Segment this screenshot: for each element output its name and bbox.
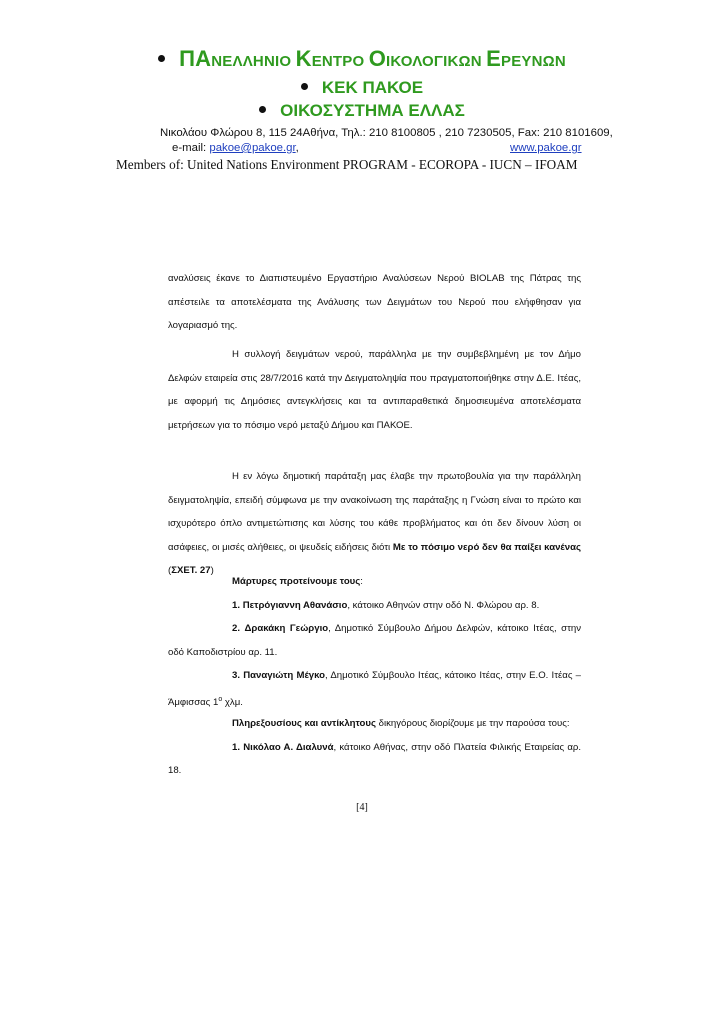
witness-details-end: χλμ. xyxy=(222,696,243,708)
paragraph-2-text: Η συλλογή δειγμάτων νερού, παράλληλα με την συμβεβλημένη με τον Δήμο Δελφών εταιρεία στις 28/7/2016 κατά την Δειγματοληψία που πραγματοποιήθηκε στην Δ.Ε. Ιτέας, με αφορμή τις Δημόσιες αντεγκλήσεις και τα αντιπαραθετικά δημοσιευμένα αποτελέσματα μετρήσεων για το πόσιμο νερό μεταξύ Δήμου και ΠΑΚΟΕ. xyxy=(168,349,581,431)
lawyers-heading xyxy=(168,712,581,736)
bullet-icon xyxy=(158,55,165,62)
witness-name: Πετρόγιαννη Αθανάσιο xyxy=(242,599,348,611)
paragraph-3 xyxy=(168,465,581,583)
org-name-part: ΕΝΤΡΟ xyxy=(311,53,369,70)
paragraph-1 xyxy=(168,267,581,338)
org-name-part: ΡΕΥΝΩΝ xyxy=(501,53,566,70)
witness-item xyxy=(168,617,581,664)
witness-heading-colon: : xyxy=(360,576,363,587)
witness-number: 2. xyxy=(232,623,241,634)
witness-number: 1. xyxy=(232,599,241,611)
website-link[interactable]: www.pakoe.gr xyxy=(510,142,582,154)
org-short-name: ΚΕΚ ΠΑΚΟΕ xyxy=(321,78,424,97)
org-name-part: ΙΚΟΛΟΓΙΚΩΝ xyxy=(386,53,487,70)
witness-name: Δρακάκη Γεώργιο xyxy=(244,623,329,634)
lawyer-name: Νικόλαο Α. Διαλυνά xyxy=(243,741,334,753)
email-suffix: , xyxy=(295,142,299,154)
witness-name: Παναγιώτη Μέγκο xyxy=(243,670,326,681)
website-line xyxy=(510,142,591,154)
paragraph-3-text xyxy=(168,465,581,583)
bullet-icon xyxy=(301,83,308,90)
lawyers-section xyxy=(168,712,581,783)
page-number: [4] xyxy=(356,802,368,813)
org-ecosystem-name: ΟΙΚΟΣΥΣΤΗΜΑ ΕΛΛΑΣ xyxy=(280,101,465,120)
email-line xyxy=(172,142,299,154)
address-line: Νικολάου Φλώρου 8, 115 24Αθήνα, Τηλ.: 210 8100805 , 210 7230505, Fax: 210 8101609, xyxy=(160,127,613,139)
witness-item xyxy=(168,594,581,618)
members-line: Members of: United Nations Environment PROGRAM - ECOROPA - IUCN – IFOAM xyxy=(116,157,578,172)
org-name-part: ΝΕΛΛΗΝΙΟ xyxy=(211,53,296,70)
paragraph-3-emphasis: Με το πόσιμο νερό δεν θα παίξει κανένας xyxy=(392,541,581,553)
org-name-part: Ο xyxy=(368,46,387,71)
lawyer-details: , κάτοικο Αθήνας, στην οδό Πλατεία Φιλικής Εταιρείας αρ. 18. xyxy=(168,741,581,776)
witness-superscript: ο xyxy=(218,695,223,703)
paragraph-3-body: Η εν λόγω δημοτική παράταξη μας έλαβε την πρωτοβουλία για την παράλληλη δειγματοληψία, επειδή σύμφωνα με την ανακοίνωση της παράταξης η Γνώση είναι το πρώτο και ισχυρότερο όπλο αντιμετώπισης και λύσης του κάθε προβλήματος και ότι δεν δίνουν λύση οι ασάφειες, οι μισές αλήθειες, οι ψευδείς ειδήσεις διότι xyxy=(168,471,581,553)
org-name-part: Κ xyxy=(295,46,312,71)
witness-number: 3. xyxy=(232,670,241,681)
email-link[interactable]: pakoe@pakoe.gr xyxy=(209,142,296,154)
org-full-name xyxy=(179,46,566,71)
org-ecosystem-line xyxy=(0,101,724,121)
witness-section xyxy=(168,570,581,714)
witness-heading xyxy=(168,570,581,594)
org-name-line xyxy=(0,46,724,72)
witness-item xyxy=(168,664,581,714)
witness-details: , Δημοτικό Σύμβουλο Δήμου Δελφών, κάτοικο Ιτέας, στην οδό Καποδιστρίου αρ. 11. xyxy=(168,623,581,658)
witness-heading-text: Μάρτυρες προτείνουμε τους xyxy=(232,576,361,587)
lawyer-item xyxy=(168,736,581,783)
org-name-part: ΠΑ xyxy=(179,46,212,71)
paragraph-3-paren-open: ( xyxy=(168,565,172,576)
paragraph-1-text: αναλύσεις έκανε το Διαπιστευμένο Εργαστήριο Αναλύσεων Νερού BIOLAB της Πάτρας της απέστειλε τα αποτελέσματα της Ανάλυσης των Δειγμάτων του Νερού που ελήφθησαν για λογαριασμό της. xyxy=(168,273,581,331)
paragraph-2 xyxy=(168,343,581,437)
witness-details: , κάτοικο Αθηνών στην οδό Ν. Φλώρου αρ. 8. xyxy=(347,599,540,611)
org-name-part: Ε xyxy=(486,46,502,71)
lawyers-heading-rest: δικηγόρους διορίζουμε με την παρούσα τους: xyxy=(375,718,570,729)
lawyers-heading-bold: Πληρεξουσίους και αντίκλητους xyxy=(232,718,376,729)
paragraph-3-reference: ΣΧΕΤ. 27 xyxy=(171,565,211,576)
bullet-icon xyxy=(259,106,266,113)
email-label: e-mail: xyxy=(172,142,207,154)
witness-details: , Δημοτικό Σύμβουλο Ιτέας, κάτοικο Ιτέας, στην Ε.Ο. Ιτέας – Άμφισσας 1 xyxy=(168,670,581,708)
paragraph-3-paren-close: ) xyxy=(210,565,214,576)
lawyer-number: 1. xyxy=(232,741,241,753)
org-short-line xyxy=(0,78,724,98)
